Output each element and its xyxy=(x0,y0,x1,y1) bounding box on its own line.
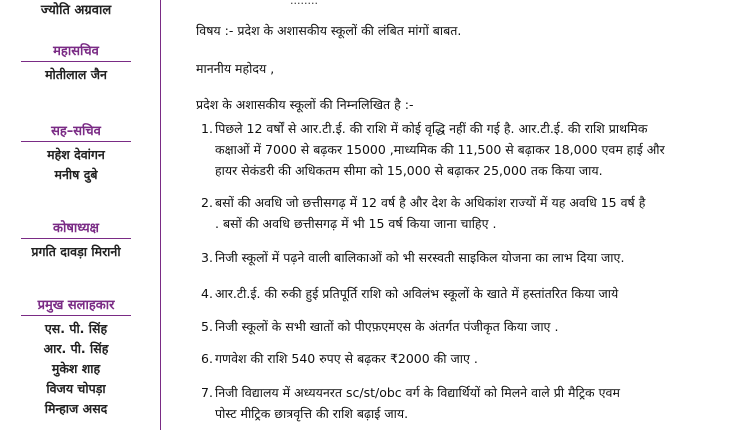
list-item-line: पोस्ट मीट्रिक छात्रवृत्ति की राशि बढ़ाई जाय. xyxy=(215,406,409,421)
list-item-line: निजी स्कूलों के सभी खातों को पीएफ़एमएस के अंतर्गत पंजीकृत किया जाए . xyxy=(215,319,559,334)
sidebar-group-joint-secretary xyxy=(0,121,152,185)
list-item-number: 7. xyxy=(201,385,213,400)
sidebar-group-chief-advisor xyxy=(0,295,152,419)
sidebar-heading: महासचिव xyxy=(53,44,99,59)
sidebar-name: आर. पी. सिंह xyxy=(43,341,109,356)
sidebar-heading: प्रमुख सलाहकार xyxy=(37,298,115,313)
letter-top-fragment: ........ xyxy=(290,0,318,7)
list-item xyxy=(201,283,741,304)
list-item-line: कक्षाओं में 7000 से बढ़कर 15000 ,माध्यमिक की 11,500 से बढ़ाकर 18,000 एवम हाई और xyxy=(215,142,665,157)
list-item-number: 5. xyxy=(201,319,213,334)
letter-intro: प्रदेश के अशासकीय स्कूलों की निम्नलिखित है :- xyxy=(196,97,414,112)
list-item-line: . बसों की अवधि छत्तीसगढ़ में भी 15 वर्ष किया जाना चाहिए . xyxy=(215,216,497,231)
sidebar-heading: कोषाध्यक्ष xyxy=(53,221,99,236)
sidebar-office-bearers xyxy=(0,0,152,430)
sidebar-top-name: ज्योति अग्रवाल xyxy=(40,3,112,18)
list-item-line: निजी विद्यालय में अध्ययनरत sc/st/obc वर्ग के विद्यार्थियों को मिलने वाले प्री मैट्रिक एवम xyxy=(215,385,620,400)
heading-underline xyxy=(21,238,131,239)
list-item xyxy=(201,316,741,337)
sidebar-group-treasurer xyxy=(0,218,152,262)
list-item-line: पिछले 12 वर्षों से आर.टी.ई. की राशि में कोई वृद्धि नहीं की गई है. आर.टी.ई. की राशि प्राथमिक xyxy=(215,121,648,136)
heading-underline xyxy=(21,315,131,316)
sidebar-name: मुकेश शाह xyxy=(51,361,101,376)
list-item-line: गणवेश की राशि 540 रुपए से बढ़कर ₹2000 की जाए . xyxy=(215,351,478,366)
heading-underline xyxy=(21,61,131,62)
list-item xyxy=(201,118,741,181)
list-item xyxy=(201,192,741,234)
list-item-number: 1. xyxy=(201,121,213,136)
heading-underline xyxy=(21,141,131,142)
letter-body xyxy=(196,0,741,430)
sidebar-group-general-secretary xyxy=(0,41,152,85)
list-item-line: आर.टी.ई. की रुकी हुई प्रतिपूर्ति राशि को अविलंभ स्कूलों के खाते में हस्तांतरित किया जाये xyxy=(215,286,619,301)
sidebar-divider xyxy=(160,0,161,430)
list-item-number: 2. xyxy=(201,195,213,210)
sidebar-name: विजय चोपड़ा xyxy=(46,381,106,396)
list-item xyxy=(201,382,741,424)
list-item-number: 3. xyxy=(201,250,213,265)
sidebar-name: प्रगति दावड़ा मिरानी xyxy=(31,244,121,259)
letter-subject: विषय :- प्रदेश के अशासकीय स्कूलों की लंबित मांगों बाबत. xyxy=(196,23,462,38)
sidebar-name: मनीष दुबे xyxy=(54,167,98,182)
sidebar-name: मोतीलाल जैन xyxy=(45,67,107,82)
list-item-number: 6. xyxy=(201,351,213,366)
sidebar-name: मिन्हाज असद xyxy=(44,401,108,416)
sidebar-heading: सह–सचिव xyxy=(51,124,101,139)
list-item xyxy=(201,247,741,268)
list-item-line: बसों की अवधि जो छत्तीसगढ़ में 12 वर्ष है और देश के अधिकांश राज्यों में यह अवधि 15 वर्ष है xyxy=(215,195,646,210)
list-item-number: 4. xyxy=(201,286,213,301)
letter-salutation: माननीय महोदय , xyxy=(196,61,275,76)
list-item-line: निजी स्कूलों में पढ़ने वाली बालिकाओं को भी सरस्वती साइकिल योजना का लाभ दिया जाए. xyxy=(215,250,625,265)
sidebar-name: महेश देवांगन xyxy=(47,147,105,162)
sidebar-name: एस. पी. सिंह xyxy=(44,321,108,336)
list-item-line: हायर सेकंडरी की अधिकतम सीमा को 15,000 से बढ़ाकर 25,000 तक किया जाय. xyxy=(215,163,603,178)
list-item xyxy=(201,348,741,369)
